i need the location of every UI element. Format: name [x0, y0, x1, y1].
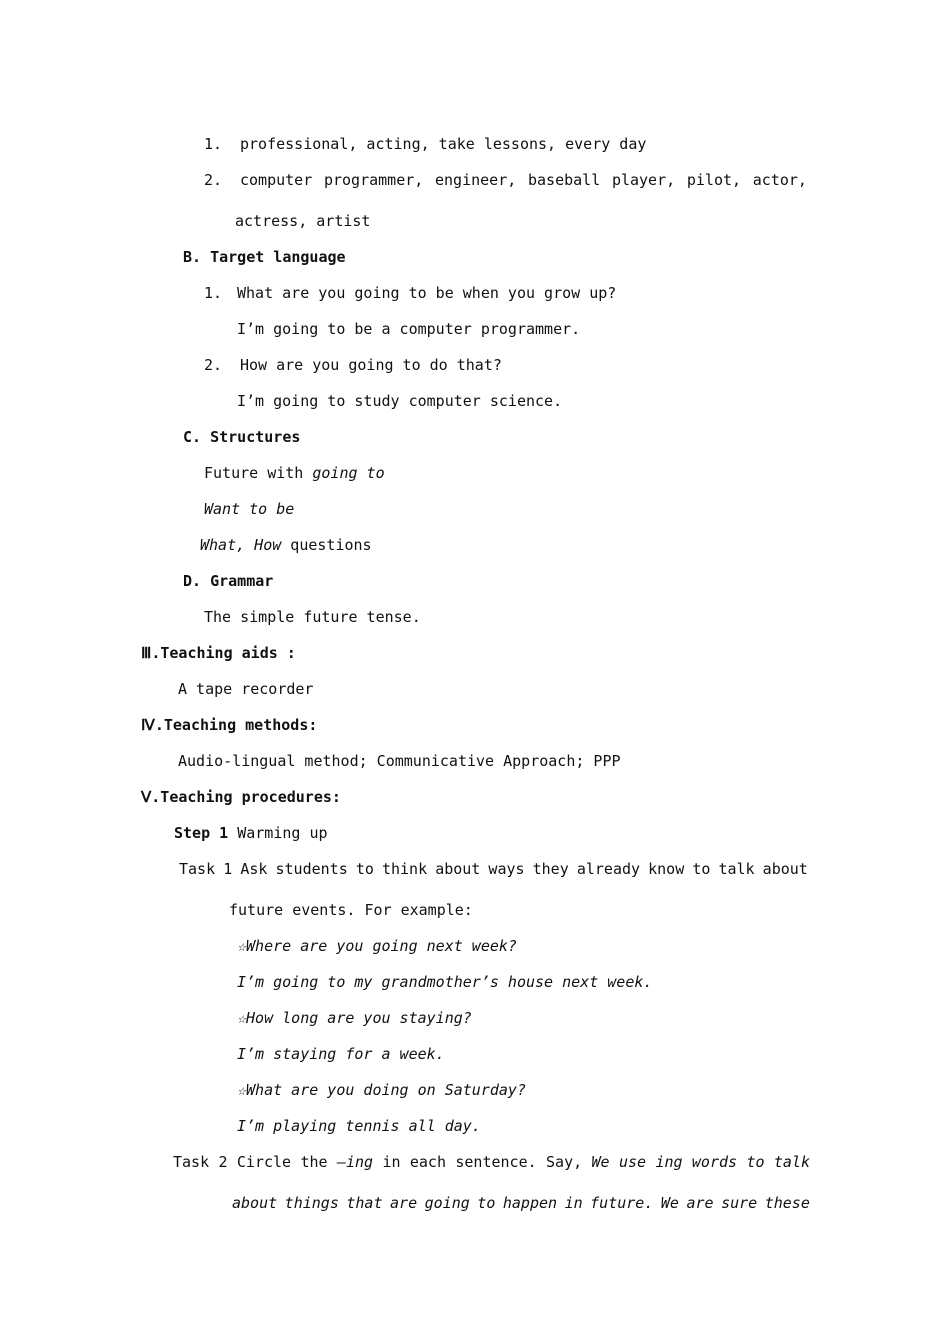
- word: 2: [218, 1153, 228, 1171]
- word: baseball: [527, 171, 601, 189]
- word: Circle: [236, 1153, 292, 1171]
- word: computer: [240, 171, 313, 189]
- word: that: [346, 1194, 383, 1212]
- task-1-line-1: [179, 859, 808, 879]
- structures-heading: C. Structures: [183, 428, 301, 446]
- teaching-methods-text: Audio-lingual method; Communicative Approach; PPP: [178, 752, 621, 770]
- word: to: [477, 1194, 496, 1212]
- structure-questions: [200, 535, 372, 555]
- word: think: [381, 860, 428, 878]
- answer-1: I’m going to be a computer programmer.: [237, 320, 581, 338]
- structure-want-to-be: Want to be: [204, 500, 295, 518]
- word: each: [409, 1153, 446, 1171]
- example-question-3: ☆What are you doing on Saturday?: [237, 1081, 526, 1099]
- word: 1: [223, 860, 233, 878]
- word: about: [762, 860, 808, 878]
- word: the: [300, 1153, 328, 1171]
- word: to: [355, 860, 374, 878]
- structure-plain-text: questions: [281, 536, 372, 554]
- word: in: [382, 1153, 401, 1171]
- word: We: [660, 1194, 679, 1212]
- step-1-text: Warming up: [228, 824, 328, 842]
- teaching-methods-heading: Ⅳ.Teaching methods:: [141, 716, 318, 734]
- word: to: [692, 860, 711, 878]
- teaching-aids-text: A tape recorder: [178, 680, 314, 698]
- word: sure: [721, 1194, 758, 1212]
- step-1-label: Step 1: [174, 824, 229, 842]
- word: programmer,: [323, 171, 424, 189]
- answer-2: I’m going to study computer science.: [237, 392, 563, 410]
- structure-future-going-to: [204, 463, 385, 483]
- word: are: [686, 1194, 714, 1212]
- task-2-line-1: [173, 1152, 810, 1172]
- word: are: [390, 1194, 418, 1212]
- question-2-number: 2.: [204, 356, 223, 374]
- word: about: [232, 1194, 278, 1212]
- question-2: How are you going to do that?: [240, 356, 502, 374]
- word: talk: [773, 1153, 810, 1171]
- structure-italic-text: going to: [312, 464, 385, 482]
- example-question-1: ☆Where are you going next week?: [237, 937, 517, 955]
- word: engineer,: [435, 171, 517, 189]
- word: Say,: [546, 1153, 583, 1171]
- vocab-item-2-number: 2.: [204, 171, 223, 189]
- target-language-heading: B. Target language: [183, 248, 346, 266]
- word: things: [284, 1194, 339, 1212]
- structure-italic-text: What, How: [200, 536, 282, 554]
- word: going: [424, 1194, 470, 1212]
- task-1-line-2: future events. For example:: [229, 901, 473, 919]
- example-question-2: ☆How long are you staying?: [237, 1009, 472, 1027]
- task-2-line-2: [232, 1193, 810, 1213]
- word: students: [275, 860, 348, 878]
- word: actor,: [752, 171, 807, 189]
- vocab-item-2-continued: actress, artist: [235, 212, 371, 230]
- word: ing: [655, 1153, 683, 1171]
- word: We: [591, 1153, 610, 1171]
- word: Task: [179, 860, 216, 878]
- word: talk: [718, 860, 755, 878]
- question-1-number: 1.: [204, 284, 223, 302]
- example-answer-3: I’m playing tennis all day.: [237, 1117, 481, 1135]
- vocab-item-1-number: 1.: [204, 135, 223, 153]
- word: Ask: [240, 860, 268, 878]
- word: about: [435, 860, 481, 878]
- word: already: [576, 860, 641, 878]
- grammar-heading: D. Grammar: [183, 572, 274, 590]
- word: –ing: [336, 1153, 374, 1171]
- step-1: [174, 823, 328, 843]
- teaching-aids-heading: Ⅲ.Teaching aids :: [141, 644, 296, 662]
- word: to: [746, 1153, 765, 1171]
- example-answer-2: I’m staying for a week.: [237, 1045, 445, 1063]
- word: player,: [611, 171, 676, 189]
- word: in: [564, 1194, 583, 1212]
- example-answer-1: I’m going to my grandmother’s house next week.: [237, 973, 653, 991]
- word: words: [691, 1153, 738, 1171]
- teaching-procedures-heading: Ⅴ.Teaching procedures:: [141, 788, 341, 806]
- word: know: [648, 860, 685, 878]
- word: happen: [502, 1194, 558, 1212]
- grammar-text: The simple future tense.: [204, 608, 421, 626]
- structure-plain-text: Future with: [204, 464, 313, 482]
- word: pilot,: [686, 171, 742, 189]
- question-1: What are you going to be when you grow up?: [237, 284, 617, 302]
- word: ways: [488, 860, 525, 878]
- word: they: [532, 860, 569, 878]
- word: use: [618, 1153, 647, 1171]
- vocab-item-1: professional, acting, take lessons, every day: [240, 135, 647, 153]
- word: sentence.: [455, 1153, 537, 1171]
- vocab-item-2: [240, 170, 807, 190]
- word: Task: [173, 1153, 210, 1171]
- word: these: [764, 1194, 810, 1212]
- word: future.: [590, 1194, 654, 1212]
